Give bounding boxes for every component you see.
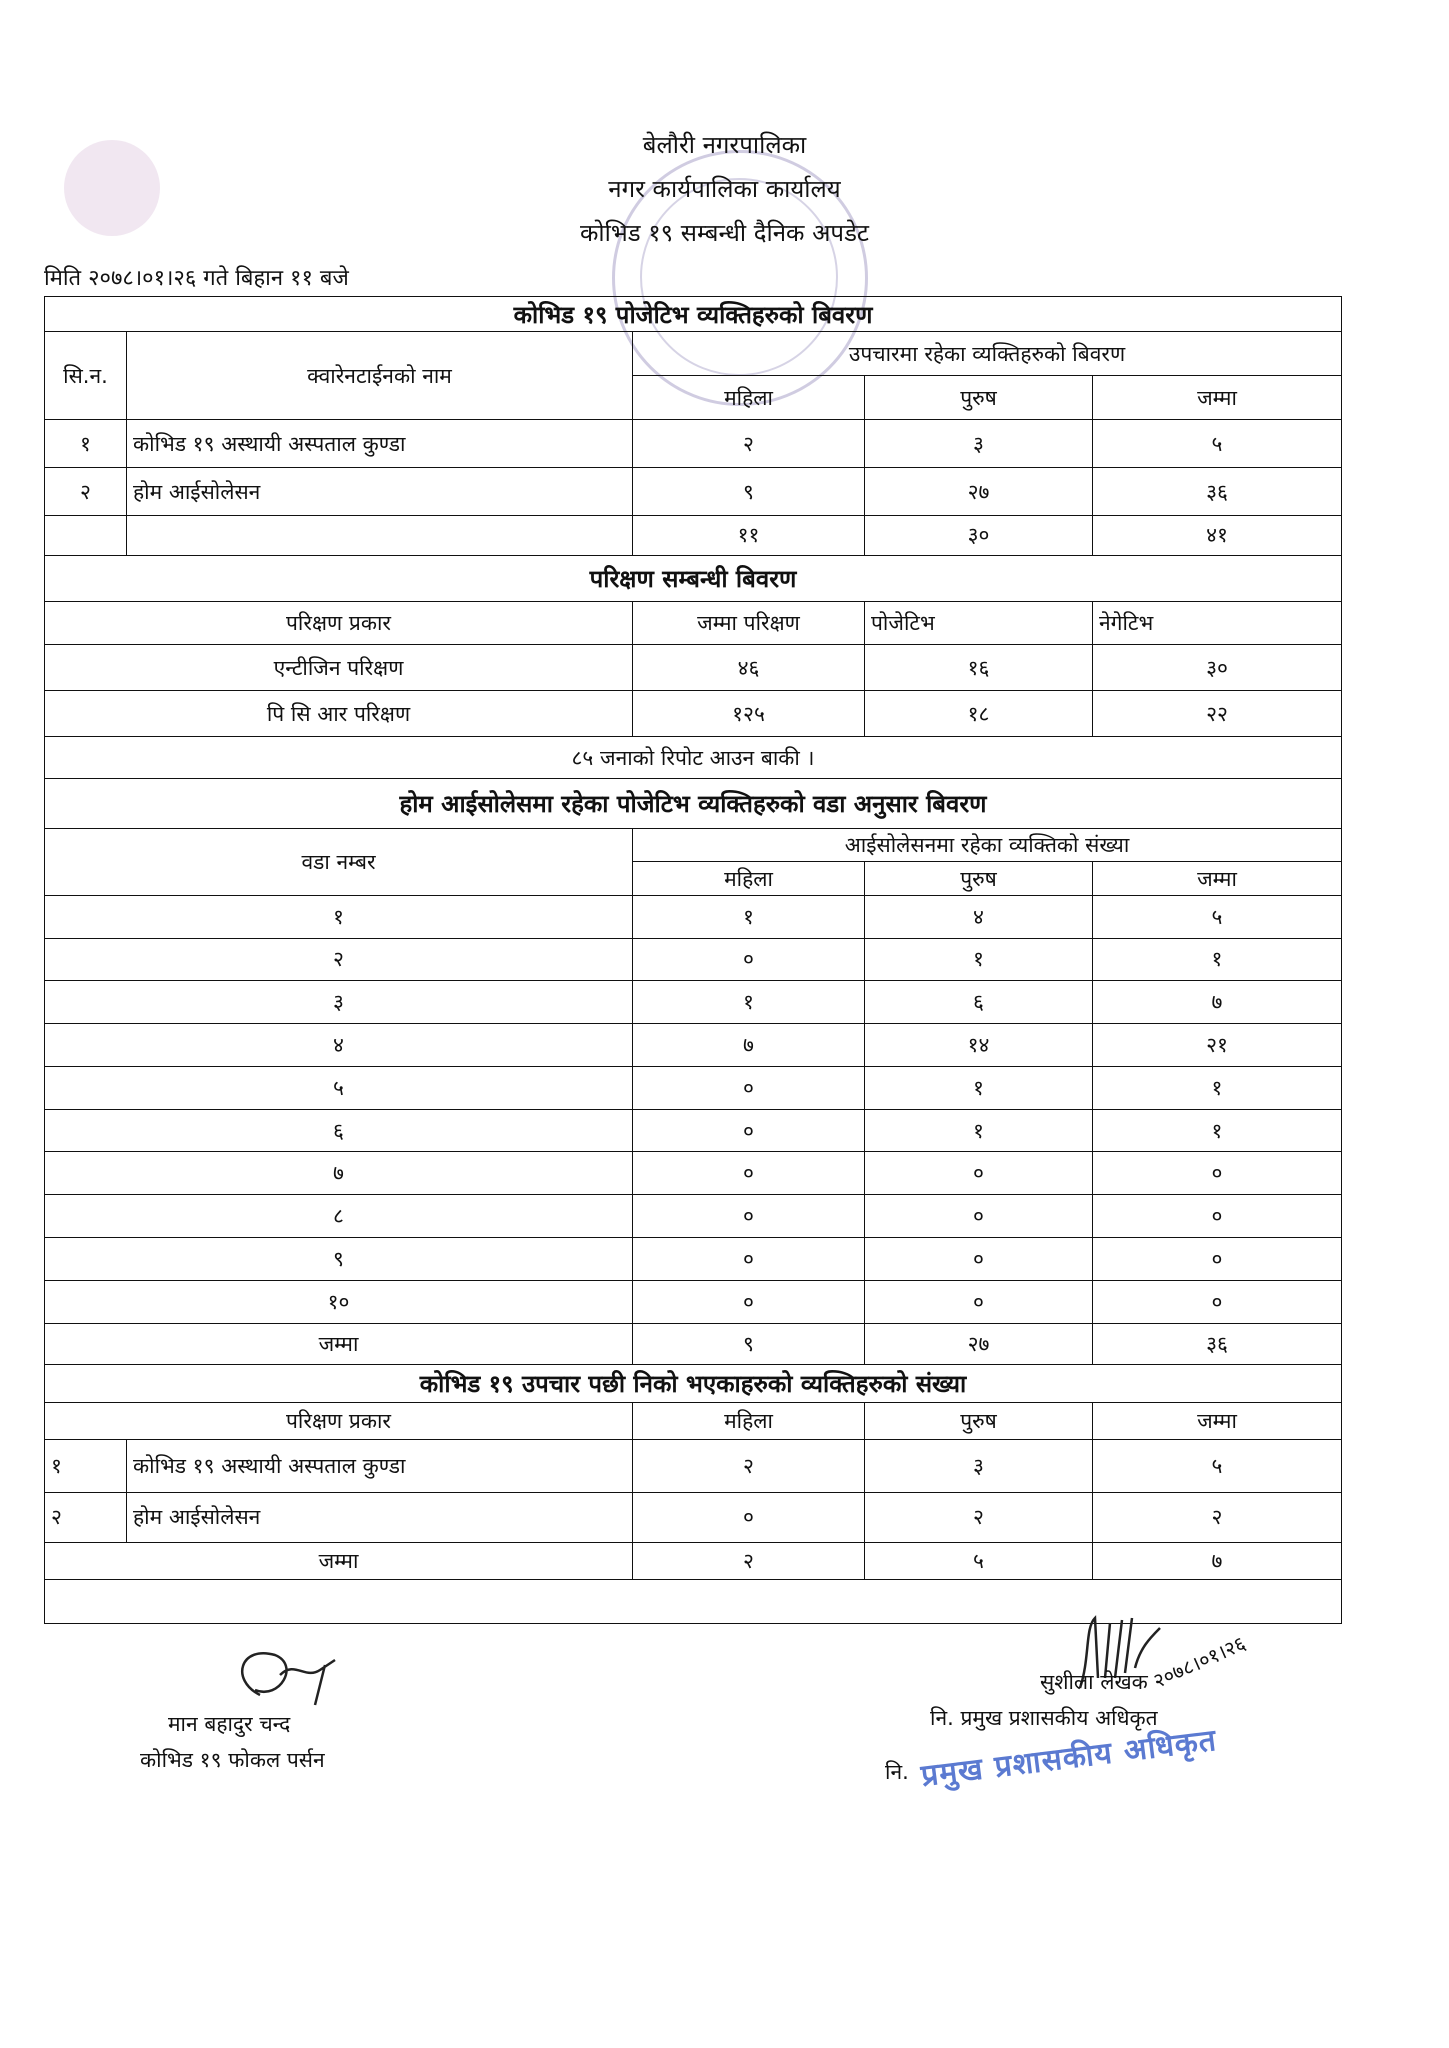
table-row — [45, 468, 1342, 516]
ward-female: ० — [633, 1066, 865, 1109]
section1-title: कोभिड १९ पोजेटिभ व्यक्तिहरुको बिवरण — [45, 297, 1342, 332]
ward-row — [45, 1237, 1342, 1280]
right-signatory-title: नि. प्रमुख प्रशासकीय अधिकृत — [930, 1706, 1158, 1730]
ward-total: २१ — [1093, 1024, 1342, 1067]
test-negative: २२ — [1093, 691, 1342, 737]
row-name: होम आईसोलेसन — [127, 1492, 633, 1542]
table-row — [45, 1492, 1342, 1542]
ward-male: ४ — [865, 895, 1093, 938]
ward-female: ० — [633, 1237, 865, 1280]
table-row — [45, 1440, 1342, 1492]
test-type: पि सि आर परिक्षण — [45, 691, 633, 737]
signature-date: २०७८।०१।२६ — [1149, 1630, 1250, 1693]
ward-rows — [45, 895, 1342, 1323]
total-female: ९ — [633, 1323, 865, 1365]
ward-row — [45, 1152, 1342, 1195]
row-sn: २ — [45, 468, 127, 516]
test-total: ४६ — [633, 645, 865, 691]
ward-row — [45, 981, 1342, 1024]
total-total: ७ — [1093, 1542, 1342, 1580]
test-type: एन्टीजिन परिक्षण — [45, 645, 633, 691]
total-label: जम्मा — [45, 1323, 633, 1365]
totals-row — [45, 1323, 1342, 1365]
col-total-header: जम्मा — [1093, 862, 1342, 895]
total-label: जम्मा — [45, 1542, 633, 1580]
ward-male: १४ — [865, 1024, 1093, 1067]
left-signature — [220, 1640, 360, 1710]
row-female: २ — [633, 420, 865, 468]
row-female: ९ — [633, 468, 865, 516]
row-male: ३ — [865, 420, 1093, 468]
ward-female: ७ — [633, 1024, 865, 1067]
row-sn: २ — [45, 1492, 127, 1542]
col-name-header: क्वारेनटाईनको नाम — [127, 332, 633, 420]
col-female-header: महिला — [633, 862, 865, 895]
total-male: ३० — [865, 516, 1093, 556]
row-female: ० — [633, 1492, 865, 1542]
total-male: ५ — [865, 1542, 1093, 1580]
col-female-header: महिला — [633, 376, 865, 420]
table-row — [45, 645, 1342, 691]
row-name: कोभिड १९ अस्थायी अस्पताल कुण्डा — [127, 1440, 633, 1492]
test-negative: ३० — [1093, 645, 1342, 691]
office-name: नगर कार्यपालिका कार्यालय — [608, 175, 841, 203]
ward-row — [45, 1195, 1342, 1238]
test-total: १२५ — [633, 691, 865, 737]
col-negative-header: नेगेटिभ — [1093, 601, 1342, 645]
ward-row — [45, 1109, 1342, 1152]
ward-male: ० — [865, 1152, 1093, 1195]
ward-female: १ — [633, 895, 865, 938]
col-total-header: जम्मा — [1093, 376, 1342, 420]
col-male-header: पुरुष — [865, 376, 1093, 420]
ward-number: २ — [45, 938, 633, 981]
ward-female: ० — [633, 1152, 865, 1195]
row-male: २ — [865, 1492, 1093, 1542]
total-female: २ — [633, 1542, 865, 1580]
ward-number: ६ — [45, 1109, 633, 1152]
total-total: ४१ — [1093, 516, 1342, 556]
row-male: २७ — [865, 468, 1093, 516]
ward-row — [45, 1066, 1342, 1109]
ward-number: ३ — [45, 981, 633, 1024]
row-name: होम आईसोलेसन — [127, 468, 633, 516]
totals-row — [45, 1542, 1342, 1580]
col-total-header: जम्मा — [1093, 1402, 1342, 1440]
right-signatory-name: सुशीला लेखक — [1040, 1670, 1148, 1694]
ward-number: १ — [45, 895, 633, 938]
section2-title: परिक्षण सम्बन्धी बिवरण — [45, 555, 1342, 601]
isolation-group-header: आईसोलेसनमा रहेका व्यक्तिको संख्या — [633, 828, 1342, 861]
ward-male: ० — [865, 1195, 1093, 1238]
row-sn: १ — [45, 1440, 127, 1492]
municipality-name: बेलौरी नगरपालिका — [642, 131, 807, 159]
ward-male: ० — [865, 1237, 1093, 1280]
treatment-group-header: उपचारमा रहेका व्यक्तिहरुको बिवरण — [633, 332, 1342, 376]
col-female-header: महिला — [633, 1402, 865, 1440]
report-title: कोभिड १९ सम्बन्धी दैनिक अपडेट — [579, 219, 870, 247]
section3-title: होम आईसोलेसमा रहेका पोजेटिभ व्यक्तिहरुको वडा अनुसार बिवरण — [45, 778, 1342, 828]
ward-number: ८ — [45, 1195, 633, 1238]
totals-row — [45, 516, 1342, 556]
left-signatory-name: मान बहादुर चन्द — [168, 1712, 291, 1736]
ward-female: ० — [633, 1280, 865, 1323]
ward-male: ६ — [865, 981, 1093, 1024]
ward-female: ० — [633, 938, 865, 981]
ward-female: ० — [633, 1195, 865, 1238]
covid-report-table — [44, 296, 1342, 1624]
ward-male: १ — [865, 938, 1093, 981]
stamp-prefix: नि. — [885, 1760, 909, 1784]
row-name: कोभिड १९ अस्थायी अस्पताल कुण्डा — [127, 420, 633, 468]
row-male: ३ — [865, 1440, 1093, 1492]
section4-title: कोभिड १९ उपचार पछी निको भएकाहरुको व्यक्तिहरुको संख्या — [45, 1365, 1342, 1403]
report-date: मिति २०७८।०१।२६ गते बिहान ११ बजे — [44, 266, 349, 291]
col-ward-header: वडा नम्बर — [45, 828, 633, 895]
ward-row — [45, 1024, 1342, 1067]
table-row — [45, 420, 1342, 468]
ward-total: ० — [1093, 1237, 1342, 1280]
left-signatory-title: कोभिड १९ फोकल पर्सन — [140, 1748, 325, 1772]
ward-total: १ — [1093, 1066, 1342, 1109]
ward-total: ५ — [1093, 895, 1342, 938]
ward-male: १ — [865, 1066, 1093, 1109]
pending-reports-note: ८५ जनाको रिपोट आउन बाकी । — [45, 737, 1342, 779]
row-sn: १ — [45, 420, 127, 468]
ward-female: ० — [633, 1109, 865, 1152]
row-total: ३६ — [1093, 468, 1342, 516]
col-test-type-header: परिक्षण प्रकार — [45, 1402, 633, 1440]
ward-total: १ — [1093, 938, 1342, 981]
ward-total: ७ — [1093, 981, 1342, 1024]
ward-number: ५ — [45, 1066, 633, 1109]
col-male-header: पुरुष — [865, 862, 1093, 895]
total-total: ३६ — [1093, 1323, 1342, 1365]
ward-number: ४ — [45, 1024, 633, 1067]
row-total: ५ — [1093, 1440, 1342, 1492]
col-positive-header: पोजेटिभ — [865, 601, 1093, 645]
ward-number: ७ — [45, 1152, 633, 1195]
ward-row — [45, 895, 1342, 938]
row-total: २ — [1093, 1492, 1342, 1542]
ward-total: ० — [1093, 1152, 1342, 1195]
ward-male: १ — [865, 1109, 1093, 1152]
ward-total: ० — [1093, 1280, 1342, 1323]
total-male: २७ — [865, 1323, 1093, 1365]
ward-row — [45, 938, 1342, 981]
ward-total: १ — [1093, 1109, 1342, 1152]
total-female: ११ — [633, 516, 865, 556]
row-female: २ — [633, 1440, 865, 1492]
test-positive: १८ — [865, 691, 1093, 737]
col-total-tests-header: जम्मा परिक्षण — [633, 601, 865, 645]
ward-total: ० — [1093, 1195, 1342, 1238]
col-test-type-header: परिक्षण प्रकार — [45, 601, 633, 645]
ward-number: ९ — [45, 1237, 633, 1280]
table-row — [45, 691, 1342, 737]
ward-male: ० — [865, 1280, 1093, 1323]
col-male-header: पुरुष — [865, 1402, 1093, 1440]
ward-row — [45, 1280, 1342, 1323]
ward-female: १ — [633, 981, 865, 1024]
officer-rubber-stamp: प्रमुख प्रशासकीय अधिकृत — [919, 1722, 1219, 1794]
col-sn-header: सि.न. — [45, 332, 127, 420]
ward-number: १० — [45, 1280, 633, 1323]
test-positive: १६ — [865, 645, 1093, 691]
row-total: ५ — [1093, 420, 1342, 468]
